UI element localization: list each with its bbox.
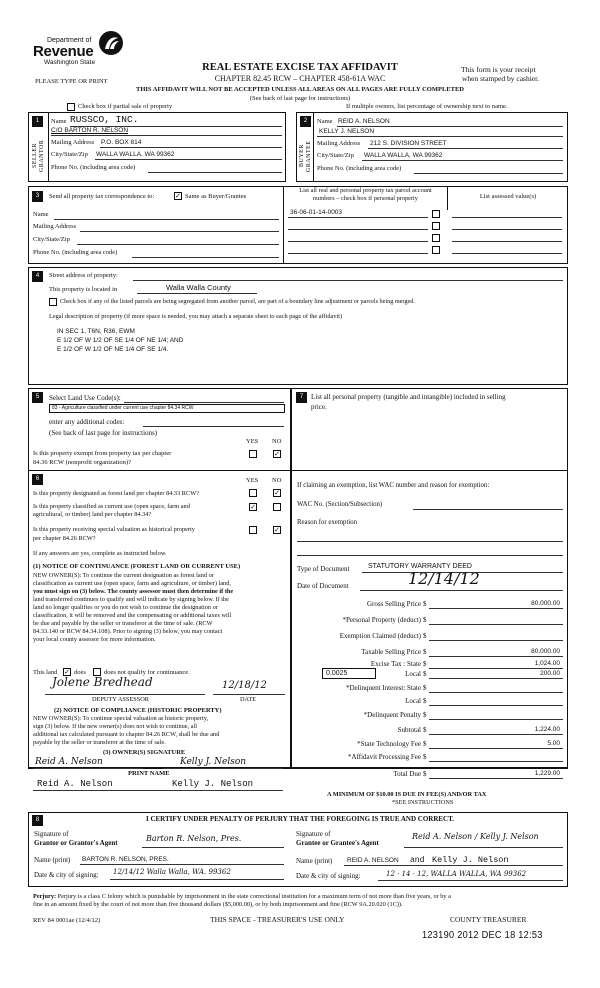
owner-signature-label: (3) OWNER(S) SIGNATURE — [103, 749, 186, 756]
grantee-date-label: Date & city of signing: — [296, 872, 361, 880]
perjury-label: Perjury: — [33, 893, 57, 900]
buyer-mailing-label: Mailing Address — [317, 140, 361, 147]
receipt-note-1: This form is your receipt — [461, 65, 536, 74]
section-3-number: 3 — [32, 191, 43, 202]
personal-currency: $ — [423, 616, 427, 624]
does-not-label: does not qualify for continuance. — [104, 669, 190, 676]
seller-mailing-field[interactable]: P.O. BOX 814 — [101, 139, 142, 146]
tech-fee-label: *State Technology Fee — [357, 740, 421, 748]
segregate-label: Check box if any of the listed parcels are being segregated from another parcel, are part of a boundary line adjustment or parcels being merged. — [60, 298, 415, 305]
delinquent-penalty-currency: $ — [423, 711, 427, 719]
if-yes-note: If any answers are yes, complete as instructed below. — [33, 550, 167, 557]
buyer-name-field[interactable]: REID A. NELSON — [338, 118, 390, 125]
owner-signature-2[interactable]: Kelly J. Nelson — [180, 757, 247, 767]
exemption-currency: $ — [423, 632, 427, 640]
minimum-due-note: A MINIMUM OF $10.00 IS DUE IN FEE(S) AND/OR TAX — [327, 791, 487, 798]
historic-yes-checkbox[interactable] — [249, 526, 257, 534]
taxable-value[interactable]: 80,000.00 — [531, 648, 560, 655]
section-7-number: 7 — [296, 392, 307, 403]
multiple-owners-note: If multiple owners, list percentage of ownership next to name. — [346, 103, 508, 110]
section5-yes-header: YES — [246, 438, 259, 445]
grantor-sig-label-1: Signature of — [34, 830, 69, 838]
parcel-1-field[interactable]: 36-06-01-14-0003 — [290, 209, 343, 216]
agency-state: Washington State — [44, 59, 96, 66]
section-5-number: 5 — [32, 392, 43, 403]
taxable-label: Taxable Selling Price — [361, 648, 421, 656]
state-tax-value[interactable]: 1,024.00 — [534, 660, 560, 667]
seller-mailing-label: Mailing Address — [51, 139, 95, 146]
reason-label: Reason for exemption — [297, 519, 358, 526]
section-8-number: 8 — [32, 815, 43, 826]
same-as-buyer-label: Same as Buyer/Grantee — [185, 193, 247, 200]
exemption-label: If claiming an exemption, list WAC number and reason for exemption: — [297, 482, 490, 489]
street-address-label: Street address of property: — [49, 272, 118, 279]
continuance-body-9: your local county assessor for more information. — [33, 636, 156, 643]
seller-name-label: Name — [51, 118, 67, 125]
land-use-select[interactable]: 83 - Agriculture classified under current use chapter 84.34 RCW — [49, 404, 285, 413]
same-as-buyer-checkbox[interactable]: ✓ — [175, 192, 181, 200]
local2-currency: $ — [423, 697, 427, 705]
form-subtitle: CHAPTER 82.45 RCW – CHAPTER 458-61A WAC — [214, 74, 386, 83]
subtotal-currency: $ — [423, 726, 427, 734]
historic-body-2: sign (3) below. If the new owner(s) does not wish to continue, all — [33, 723, 197, 730]
grantor-date-label: Date & city of signing: — [34, 871, 99, 879]
historic-body-3: additional tax calculated pursuant to chapter 84.26 RCW, shall be due and — [33, 731, 220, 738]
instructions-note: (See back of last page for instructions) — [249, 95, 351, 102]
personal-property-label-1: List all personal property (tangible and intangible) included in selling — [311, 393, 506, 401]
section-6-number: 6 — [32, 474, 43, 485]
treasurer-space: THIS SPACE - TREASURER'S USE ONLY — [210, 915, 345, 924]
delinquent-penalty-label: *Delinquent Penalty — [363, 711, 421, 719]
agency-line1: Department of — [47, 37, 92, 44]
continuance-body-3: you must sign on (3) below. The county assessor must then determine if the — [33, 588, 234, 595]
local-tax-currency: $ — [423, 670, 427, 678]
buyer-mailing-field[interactable]: 212 S. DIVISION STREET — [370, 140, 447, 147]
gross-label: Gross Selling Price — [366, 600, 421, 608]
does-qualify-checkbox[interactable]: ✓ — [64, 668, 70, 676]
exempt-no-checkbox[interactable]: ✓ — [274, 450, 280, 458]
county-treasurer: COUNTY TREASURER — [450, 915, 527, 924]
perjury-text-1: Perjury is a class C felony which is punishable by imprisonment in the state correctional institution for a maximum term of not more than five years, or by a — [56, 893, 451, 900]
exemption-claimed-label: Exemption Claimed (deduct) — [339, 632, 421, 640]
grantee-date-field[interactable]: 12 · 14 · 12, WALLA WALLA, WA 99362 — [386, 870, 527, 878]
taxable-currency: $ — [423, 648, 427, 656]
section-2-number: 2 — [300, 116, 311, 127]
total-due-label: Total Due — [393, 770, 421, 778]
buyer-phone-label: Phone No. (including area code) — [317, 165, 402, 172]
forest-question: Is this property designated as forest land per chapter 84.33 RCW? — [33, 490, 199, 497]
local-rate-field[interactable]: 0.0025 — [322, 668, 376, 679]
correspondence-name-label: Name — [33, 211, 49, 218]
continuance-title: (1) NOTICE OF CONTINUANCE (FOREST LAND OR CURRENT USE) — [33, 563, 241, 570]
seller-city-label: City/State/Zip — [51, 151, 88, 158]
legal-line-2: E 1/2 OF W 1/2 OF SE 1/4 OF NE 1/4; AND — [57, 337, 184, 344]
parcel-header-2: numbers – check box if personal property — [313, 195, 418, 202]
local-tax-label: Local — [405, 670, 421, 678]
section-4-number: 4 — [32, 271, 43, 282]
historic-title: (2) NOTICE OF COMPLIANCE (HISTORIC PROPERTY) — [54, 707, 222, 714]
personal-label: *Personal Property (deduct) — [342, 616, 421, 624]
certify-statement: I CERTIFY UNDER PENALTY OF PERJURY THAT THE FOREGOING IS TRUE AND CORRECT. — [145, 815, 454, 823]
partial-sale-label: Check box if partial sale of property — [78, 103, 173, 110]
legal-line-3: E 1/2 OF W 1/2 OF NE 1/4 OF SE 1/4. — [57, 346, 169, 353]
current-use-question-2: agricultural, or timber) land per chapter 84.34? — [33, 511, 152, 518]
forest-no-checkbox[interactable]: ✓ — [274, 489, 280, 497]
subtotal-label: Subtotal — [397, 726, 421, 734]
assessor-signature[interactable]: Jolene Bredhead — [52, 675, 153, 689]
grantee-signature[interactable]: Reid A. Nelson / Kelly J. Nelson — [412, 832, 539, 841]
exempt-yes-checkbox[interactable] — [249, 450, 257, 458]
assessor-date-label: DATE — [240, 696, 257, 703]
wac-label: WAC No. (Section/Subsection) — [297, 501, 383, 508]
section6-no-header: NO — [272, 477, 282, 484]
gross-value[interactable]: 80,000.00 — [531, 600, 560, 607]
correspondence-mailing-label: Mailing Address — [33, 223, 77, 230]
grantor-sig-label-2: Grantor or Grantor's Agent — [34, 839, 118, 847]
deputy-assessor-label: DEPUTY ASSESSOR — [92, 696, 149, 703]
tech-fee-currency: $ — [423, 740, 427, 748]
continuance-body-2: classification as current use (open space, farm and agriculture, or timber) land, — [33, 580, 231, 587]
grantor-print-field[interactable]: BARTON R. NELSON, PRES. — [82, 856, 169, 863]
delinquent-interest-label: *Delinquent Interest: State — [345, 684, 421, 692]
owner-signature-1[interactable]: Reid A. Nelson — [35, 757, 103, 767]
current-use-yes-checkbox[interactable]: ✓ — [250, 503, 256, 511]
parcel-3-checkbox[interactable] — [432, 234, 440, 242]
local-tax-value[interactable]: 200.00 — [540, 670, 560, 677]
segregate-checkbox[interactable] — [49, 298, 57, 306]
exempt-question-2: 84.36 RCW (nonprofit organization)? — [33, 459, 131, 466]
historic-body-4: payable by the seller or transferor at the time of sale. — [33, 739, 166, 746]
legal-description-label: Legal description of property (if more space is needed, you may attach a separate sheet to each page of the affidavit) — [49, 313, 343, 320]
print-name-label: PRINT NAME — [128, 770, 170, 777]
grantee-print-and: and — [410, 856, 425, 865]
section-4 — [28, 267, 568, 385]
doc-type-label: Type of Document — [297, 565, 350, 573]
perjury-line-1 — [33, 893, 451, 900]
exempt-question-1: Is this property exempt from property tax per chapter — [33, 450, 172, 457]
affidavit-fee-label: *Affidavit Processing Fee — [348, 753, 421, 761]
section6-yes-header: YES — [246, 477, 259, 484]
seller-phone-label: Phone No. (including area code) — [51, 164, 136, 171]
grantee-sig-label-1: Signature of — [296, 830, 331, 838]
historic-question-1: Is this property receiving special valuation as historical property — [33, 526, 195, 533]
parcel-header-1: List all real and personal property tax parcel account — [299, 187, 432, 194]
form-title: REAL ESTATE EXCISE TAX AFFIDAVIT — [202, 62, 398, 73]
perjury-line-2: fine in an amount fixed by the court of not more than five thousand dollars ($5,000.00), or by both imprisonment and fine (RCW 9A.20.020 (1C)). — [33, 901, 403, 908]
print-name-2[interactable]: Kelly J. Nelson — [172, 779, 254, 789]
see-instructions-note: *SEE INSTRUCTIONS — [392, 799, 454, 806]
located-label: This property is located in — [49, 286, 118, 293]
grantee-sig-label-2: Grantee or Grantee's Agent — [296, 839, 379, 847]
local2-label: Local — [405, 697, 421, 705]
does-label: does — [74, 669, 86, 676]
send-correspondence-label: Send all property tax correspondence to: — [49, 193, 155, 200]
historic-body-1: NEW OWNER(S): To continue special valuation as historic property, — [33, 715, 209, 722]
receipt-note-2: when stamped by cashier. — [462, 74, 540, 83]
revenue-logo-icon — [98, 30, 124, 56]
buyer-city-label: City/State/Zip — [317, 152, 354, 159]
agency-name: Revenue — [33, 43, 94, 60]
continuance-body-1: NEW OWNER(S): To continue the current designation as forest land or — [33, 572, 214, 579]
delinquent-interest-currency: $ — [423, 684, 427, 692]
partial-sale-checkbox[interactable] — [67, 103, 75, 111]
seller-name2-field[interactable]: C/O BARTON R. NELSON — [51, 127, 129, 134]
doc-date-label: Date of Document — [297, 582, 349, 590]
affidavit-fee-currency: $ — [423, 753, 427, 761]
forest-yes-checkbox[interactable] — [249, 489, 257, 497]
doc-date-field[interactable]: 12/14/12 — [408, 569, 480, 588]
current-use-no-checkbox[interactable] — [273, 503, 281, 511]
seller-name-field[interactable]: RUSSCO, INC. — [70, 114, 139, 125]
historic-no-checkbox[interactable]: ✓ — [274, 526, 280, 534]
subtotal-value[interactable]: 1,224.00 — [534, 726, 560, 733]
correspondence-phone-label: Phone No. (including area code) — [33, 249, 118, 256]
continuance-body-5: land no longer qualifies or you do not wish to continue the designation or — [33, 604, 218, 611]
state-tax-label: Excise Tax : State — [370, 660, 421, 668]
located-value[interactable]: Walla Walla County — [166, 283, 231, 292]
section-1-number: 1 — [32, 116, 43, 127]
continuance-body-7: be due and payable by the seller or transferor at the time of sale. (RCW — [33, 620, 213, 627]
legal-line-1: IN SEC 1, T6N, R36, EWM — [57, 328, 135, 335]
continuance-body-6: classification, it will be removed and the compensating or additional taxes will — [33, 612, 232, 619]
additional-codes-label: enter any additional codes: — [49, 418, 125, 426]
cashier-stamp: 123190 2012 DEC 18 12:53 — [422, 930, 543, 941]
grantee-print-field-2[interactable]: Kelly J. Nelson — [432, 855, 509, 865]
land-use-label: Select Land Use Code(s): — [49, 394, 121, 402]
total-due-currency: $ — [423, 770, 427, 778]
parcel-1-checkbox[interactable] — [432, 210, 440, 218]
assessed-header: List assessed value(s) — [479, 193, 537, 200]
grantee-print-field-1[interactable]: REID A. NELSON — [347, 857, 399, 864]
state-tax-currency: $ — [423, 660, 427, 668]
this-land-label: This land — [33, 669, 58, 676]
grantor-date-field[interactable]: 12/14/12 Walla Walla, WA. 99362 — [113, 868, 231, 876]
doc-type-field[interactable]: STATUTORY WARRANTY DEED — [368, 563, 472, 570]
seller-side-label: SELLER GRANTOR — [32, 139, 45, 173]
buyer-name-label: Name — [317, 118, 333, 125]
buyer-name2-field[interactable]: KELLY J. NELSON — [319, 128, 375, 135]
warning-text: THIS AFFIDAVIT WILL NOT BE ACCEPTED UNLESS ALL AREAS ON ALL PAGES ARE FULLY COMPLETED — [136, 86, 464, 93]
rev-code: REV 84 0001ae (12/4/12) — [33, 917, 101, 924]
current-use-question-1: Is this property classified as current use (open space, farm and — [33, 503, 190, 510]
tech-fee-value[interactable]: 5.00 — [547, 740, 560, 747]
personal-property-label-2: price. — [311, 403, 327, 411]
grantor-signature[interactable]: Barton R. Nelson, Pres. — [146, 834, 242, 843]
see-back-5: (See back of last page for instructions) — [49, 429, 158, 437]
grantee-print-label: Name (print) — [296, 857, 333, 865]
please-type: PLEASE TYPE OR PRINT — [35, 78, 108, 85]
seller-city-field[interactable]: WALLA WALLA, WA 99362 — [96, 151, 175, 158]
section5-no-header: NO — [272, 438, 282, 445]
grantor-print-label: Name (print) — [34, 856, 71, 864]
print-name-1[interactable]: Reid A. Nelson — [37, 779, 113, 789]
buyer-city-field[interactable]: WALLA WALLA, WA 99362 — [364, 152, 443, 159]
assessor-date[interactable]: 12/18/12 — [222, 680, 267, 691]
continuance-body-8: 84.33.140 or RCW 84.34.108). Prior to signing (3) below, you may contact — [33, 628, 223, 635]
gross-currency: $ — [423, 600, 427, 608]
historic-question-2: per chapter 84.26 RCW? — [33, 535, 96, 542]
parcel-4-checkbox[interactable] — [432, 246, 440, 254]
buyer-side-label: BUYER GRANTEE — [299, 140, 312, 172]
total-due-value[interactable]: 1,229.00 — [534, 770, 560, 777]
continuance-body-4: land transferred continues to qualify and will indicate by signing below. If the — [33, 596, 229, 603]
parcel-2-checkbox[interactable] — [432, 222, 440, 230]
correspondence-city-label: City/State/Zip — [33, 236, 70, 243]
